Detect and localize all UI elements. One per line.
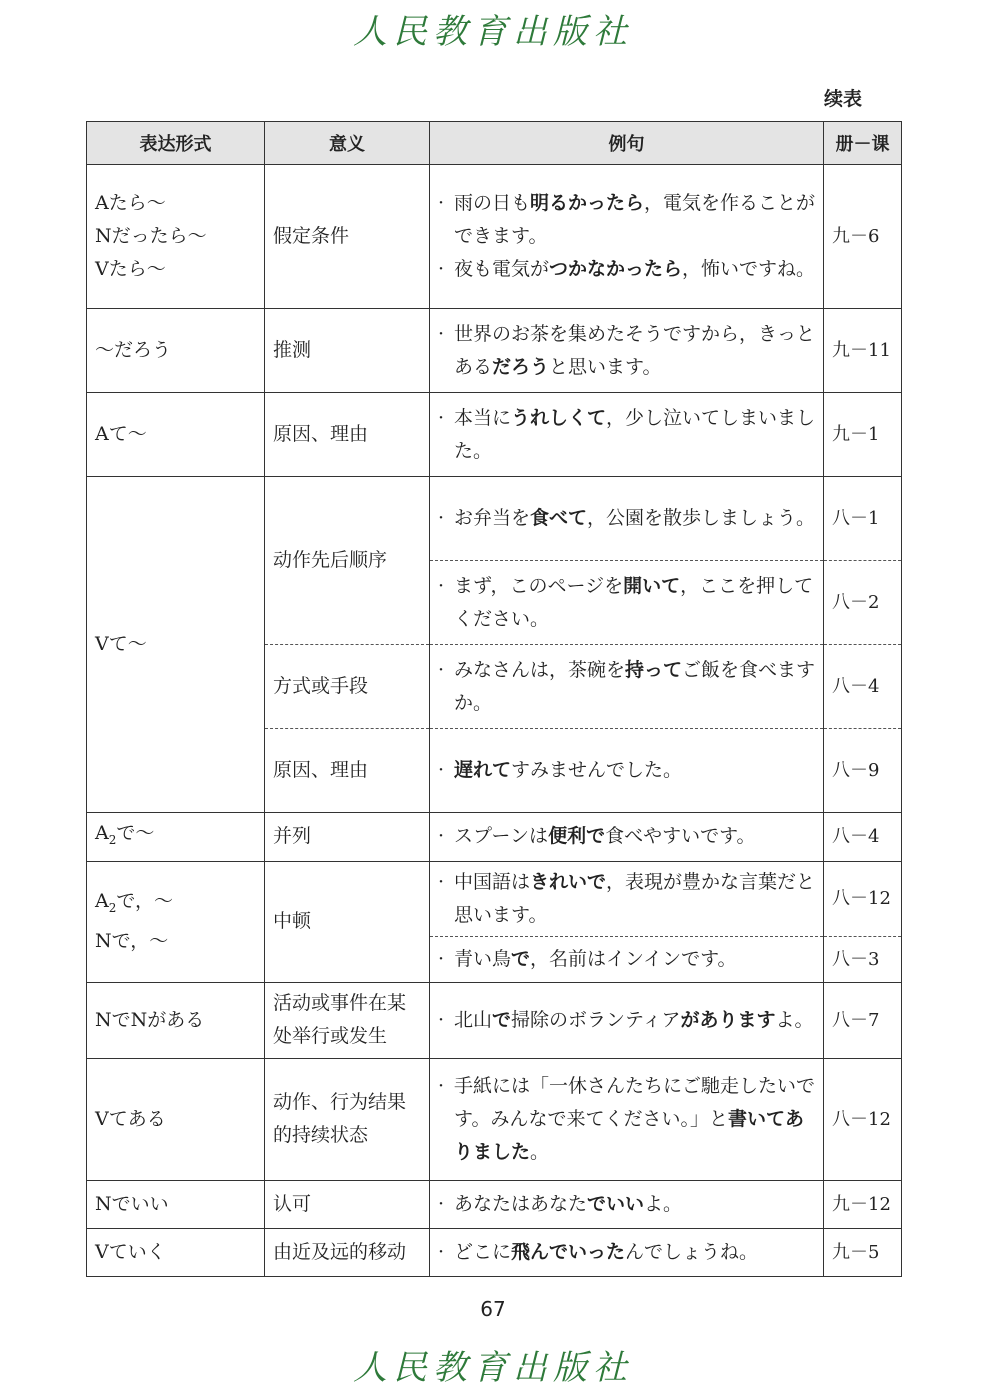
meaning-cell: 并列 — [265, 813, 430, 862]
form-cell: Vて～ — [87, 477, 265, 813]
example-cell — [430, 1058, 824, 1180]
example-cell — [430, 165, 824, 309]
publisher-logo-top: 人民教育出版社 — [353, 12, 633, 52]
table-row — [87, 982, 902, 1058]
form-text: Aたら～ — [95, 192, 166, 214]
example-cell — [430, 645, 824, 729]
volume-cell: 八－3 — [824, 936, 902, 982]
example-sentence: · スプーンは便利で食べやすいです。 — [438, 825, 756, 848]
example-sentence: · まず，このページを開いて，ここを押してください。 — [438, 574, 814, 630]
header-example: 例句 — [430, 122, 824, 165]
form-cell: $A_2$で～ — [87, 813, 265, 862]
example-cell — [430, 393, 824, 477]
meaning-cell: 推测 — [265, 309, 430, 393]
meaning-cell: 动作先后顺序 — [265, 477, 430, 645]
table-row — [87, 813, 902, 862]
volume-cell: 八－12 — [824, 1058, 902, 1180]
table-row — [87, 861, 902, 936]
table-row — [87, 1228, 902, 1276]
example-sentence: · 世界のお茶を集めたそうですから，きっとあるだろうと思います。 — [438, 322, 816, 378]
meaning-cell: 由近及远的移动 — [265, 1228, 430, 1276]
meaning-cell: 中顿 — [265, 861, 430, 982]
table-header-row — [87, 122, 902, 165]
example-sentence: · 中国語はきれいで，表現が豊かな言葉だと思います。 — [438, 870, 816, 926]
table-row — [87, 165, 902, 309]
meaning-cell: 动作、行为结果的持续状态 — [265, 1058, 430, 1180]
form-cell: ～だろう — [87, 309, 265, 393]
form-cell — [87, 165, 265, 309]
form-cell: Aて～ — [87, 393, 265, 477]
example-cell — [430, 477, 824, 561]
example-cell — [430, 561, 824, 645]
volume-cell: 八－4 — [824, 645, 902, 729]
example-sentence: · 夜も電気がつかなかったら，怖いですね。 — [438, 258, 816, 280]
example-sentence: · みなさんは，茶碗を持ってご飯を食べますか。 — [438, 658, 816, 714]
volume-cell: 九－11 — [824, 309, 902, 393]
table-row — [87, 309, 902, 393]
grammar-table — [86, 121, 902, 1277]
example-sentence: · あなたはあなたでいいよ。 — [438, 1192, 683, 1215]
example-sentence: · 北山で掃除のボランティアがありますよ。 — [438, 1008, 814, 1031]
meaning-cell: 认可 — [265, 1180, 430, 1228]
publisher-logo-bottom: 人民教育出版社 — [353, 1348, 633, 1388]
form-cell: Nでいい — [87, 1180, 265, 1228]
volume-cell: 九－1 — [824, 393, 902, 477]
example-cell — [430, 982, 824, 1058]
example-cell — [430, 729, 824, 813]
form-text: $A_2$で，～ — [95, 890, 173, 916]
example-sentence: · どこに飛んでいったんでしょうね。 — [438, 1240, 759, 1263]
form-text: Nだったら～ — [95, 225, 207, 247]
volume-cell: 八－12 — [824, 861, 902, 936]
volume-cell: 八－9 — [824, 729, 902, 813]
example-cell — [430, 309, 824, 393]
example-sentence: · 本当にうれしくて，少し泣いてしまいました。 — [438, 406, 816, 462]
example-cell — [430, 1228, 824, 1276]
form-cell: Vてある — [87, 1058, 265, 1180]
example-cell — [430, 813, 824, 862]
page-number: 67 — [480, 1297, 506, 1321]
meaning-cell: 假定条件 — [265, 165, 430, 309]
example-sentence: · 遅れてすみませんでした。 — [438, 759, 683, 781]
example-cell — [430, 861, 824, 936]
header-volume: 册－课 — [824, 122, 902, 165]
table-row — [87, 1180, 902, 1228]
example-sentence: · 手紙には「一休さんたちにご馳走したいです。みんなで来てください。」と書いてありました。 — [438, 1074, 816, 1163]
volume-cell: 八－1 — [824, 477, 902, 561]
form-cell: NでNがある — [87, 982, 265, 1058]
meaning-cell: 活动或事件在某处举行或发生 — [265, 982, 430, 1058]
form-text: Vたら～ — [95, 258, 166, 280]
example-cell — [430, 936, 824, 982]
form-cell: Vていく — [87, 1228, 265, 1276]
volume-cell: 八－2 — [824, 561, 902, 645]
example-sentence: · お弁当を食べて，公園を散歩しましょう。 — [438, 507, 816, 529]
continued-label: 续表 — [823, 88, 862, 110]
meaning-cell: 方式或手段 — [265, 645, 430, 729]
header-meaning: 意义 — [265, 122, 430, 165]
header-form: 表达形式 — [87, 122, 265, 165]
table-row — [87, 1058, 902, 1180]
example-cell — [430, 1180, 824, 1228]
meaning-cell: 原因、理由 — [265, 393, 430, 477]
form-cell — [87, 861, 265, 982]
table-row — [87, 477, 902, 561]
volume-cell: 九－5 — [824, 1228, 902, 1276]
form-text: Nで，～ — [95, 930, 169, 953]
example-sentence: · 雨の日も明るかったら，電気を作ることができます。 — [438, 192, 816, 247]
volume-cell: 八－4 — [824, 813, 902, 862]
volume-cell: 八－7 — [824, 982, 902, 1058]
volume-cell: 九－12 — [824, 1180, 902, 1228]
example-sentence: · 青い鳥で，名前はインインです。 — [438, 947, 737, 970]
meaning-cell: 原因、理由 — [265, 729, 430, 813]
table-row — [87, 393, 902, 477]
volume-cell: 九－6 — [824, 165, 902, 309]
